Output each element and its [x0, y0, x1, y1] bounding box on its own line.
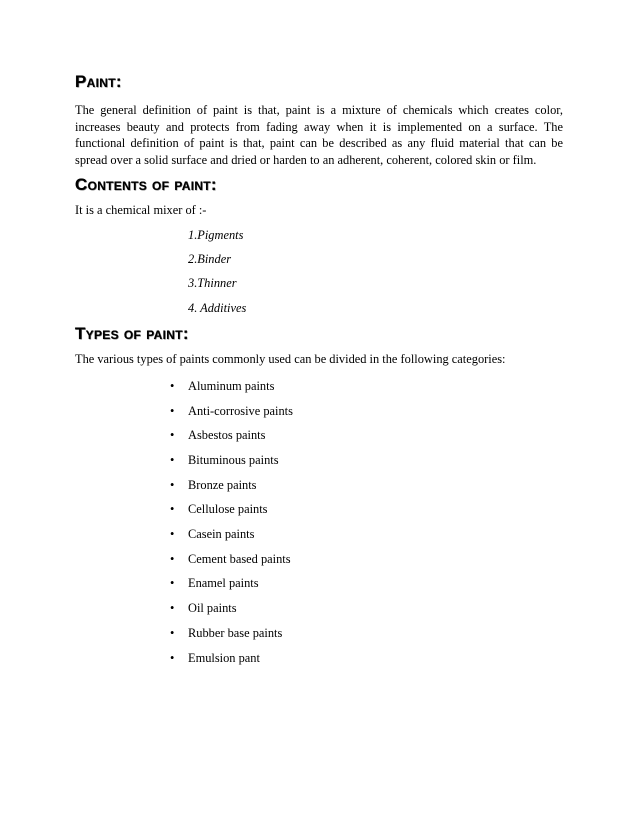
type-label: Anti-corrosive paints	[188, 404, 293, 418]
list-item	[170, 378, 274, 394]
contents-intro: It is a chemical mixer of :-	[75, 203, 207, 217]
type-label: Bronze paints	[188, 478, 257, 492]
heading-paint: Paint:	[75, 72, 122, 91]
type-label: Rubber base paints	[188, 626, 283, 640]
list-item	[170, 575, 259, 591]
heading-types-of-paint: Types of paint:	[75, 324, 189, 343]
contents-item-additives: 4. Additives	[188, 301, 247, 315]
bullet-icon: •	[170, 576, 175, 590]
list-item	[170, 452, 279, 468]
list-item	[170, 625, 282, 641]
bullet-icon: •	[170, 379, 175, 393]
contents-item-pigments: 1.Pigments	[188, 228, 244, 242]
heading-contents-of-paint: Contents of paint:	[75, 175, 217, 194]
type-label: Aluminum paints	[188, 379, 275, 393]
bullet-icon: •	[170, 552, 175, 566]
list-item	[170, 600, 237, 616]
bullet-icon: •	[170, 428, 175, 442]
type-label: Bituminous paints	[188, 453, 279, 467]
bullet-icon: •	[170, 502, 175, 516]
type-label: Enamel paints	[188, 576, 259, 590]
list-item	[170, 650, 260, 666]
type-label: Casein paints	[188, 527, 255, 541]
list-item	[170, 477, 256, 493]
contents-item-binder: 2.Binder	[188, 252, 232, 266]
list-item	[170, 551, 291, 567]
list-item	[170, 526, 254, 542]
bullet-icon: •	[170, 626, 175, 640]
list-item	[170, 501, 268, 517]
bullet-icon: •	[170, 404, 175, 418]
list-item	[170, 403, 293, 419]
types-intro: The various types of paints commonly used can be divided in the following categories:	[75, 352, 506, 366]
type-label: Emulsion pant	[188, 651, 260, 665]
contents-item-thinner: 3.Thinner	[188, 276, 237, 290]
paragraph-paint-definition: The general definition of paint is that, paint is a mixture of chemicals which creates color, increases beauty and protects from fading away when it is implemented on a surface. The functional definition of paint is that, paint can be described as any fluid material that can be spread over a solid surface and dried or harden to an adherent, coherent, colored skin or film.	[75, 103, 563, 168]
type-label: Cement based paints	[188, 552, 291, 566]
type-label: Asbestos paints	[188, 428, 266, 442]
type-label: Cellulose paints	[188, 502, 268, 516]
bullet-icon: •	[170, 478, 175, 492]
list-item	[170, 427, 265, 443]
bullet-icon: •	[170, 453, 175, 467]
bullet-icon: •	[170, 601, 175, 615]
bullet-icon: •	[170, 651, 175, 665]
bullet-icon: •	[170, 527, 175, 541]
type-label: Oil paints	[188, 601, 237, 615]
